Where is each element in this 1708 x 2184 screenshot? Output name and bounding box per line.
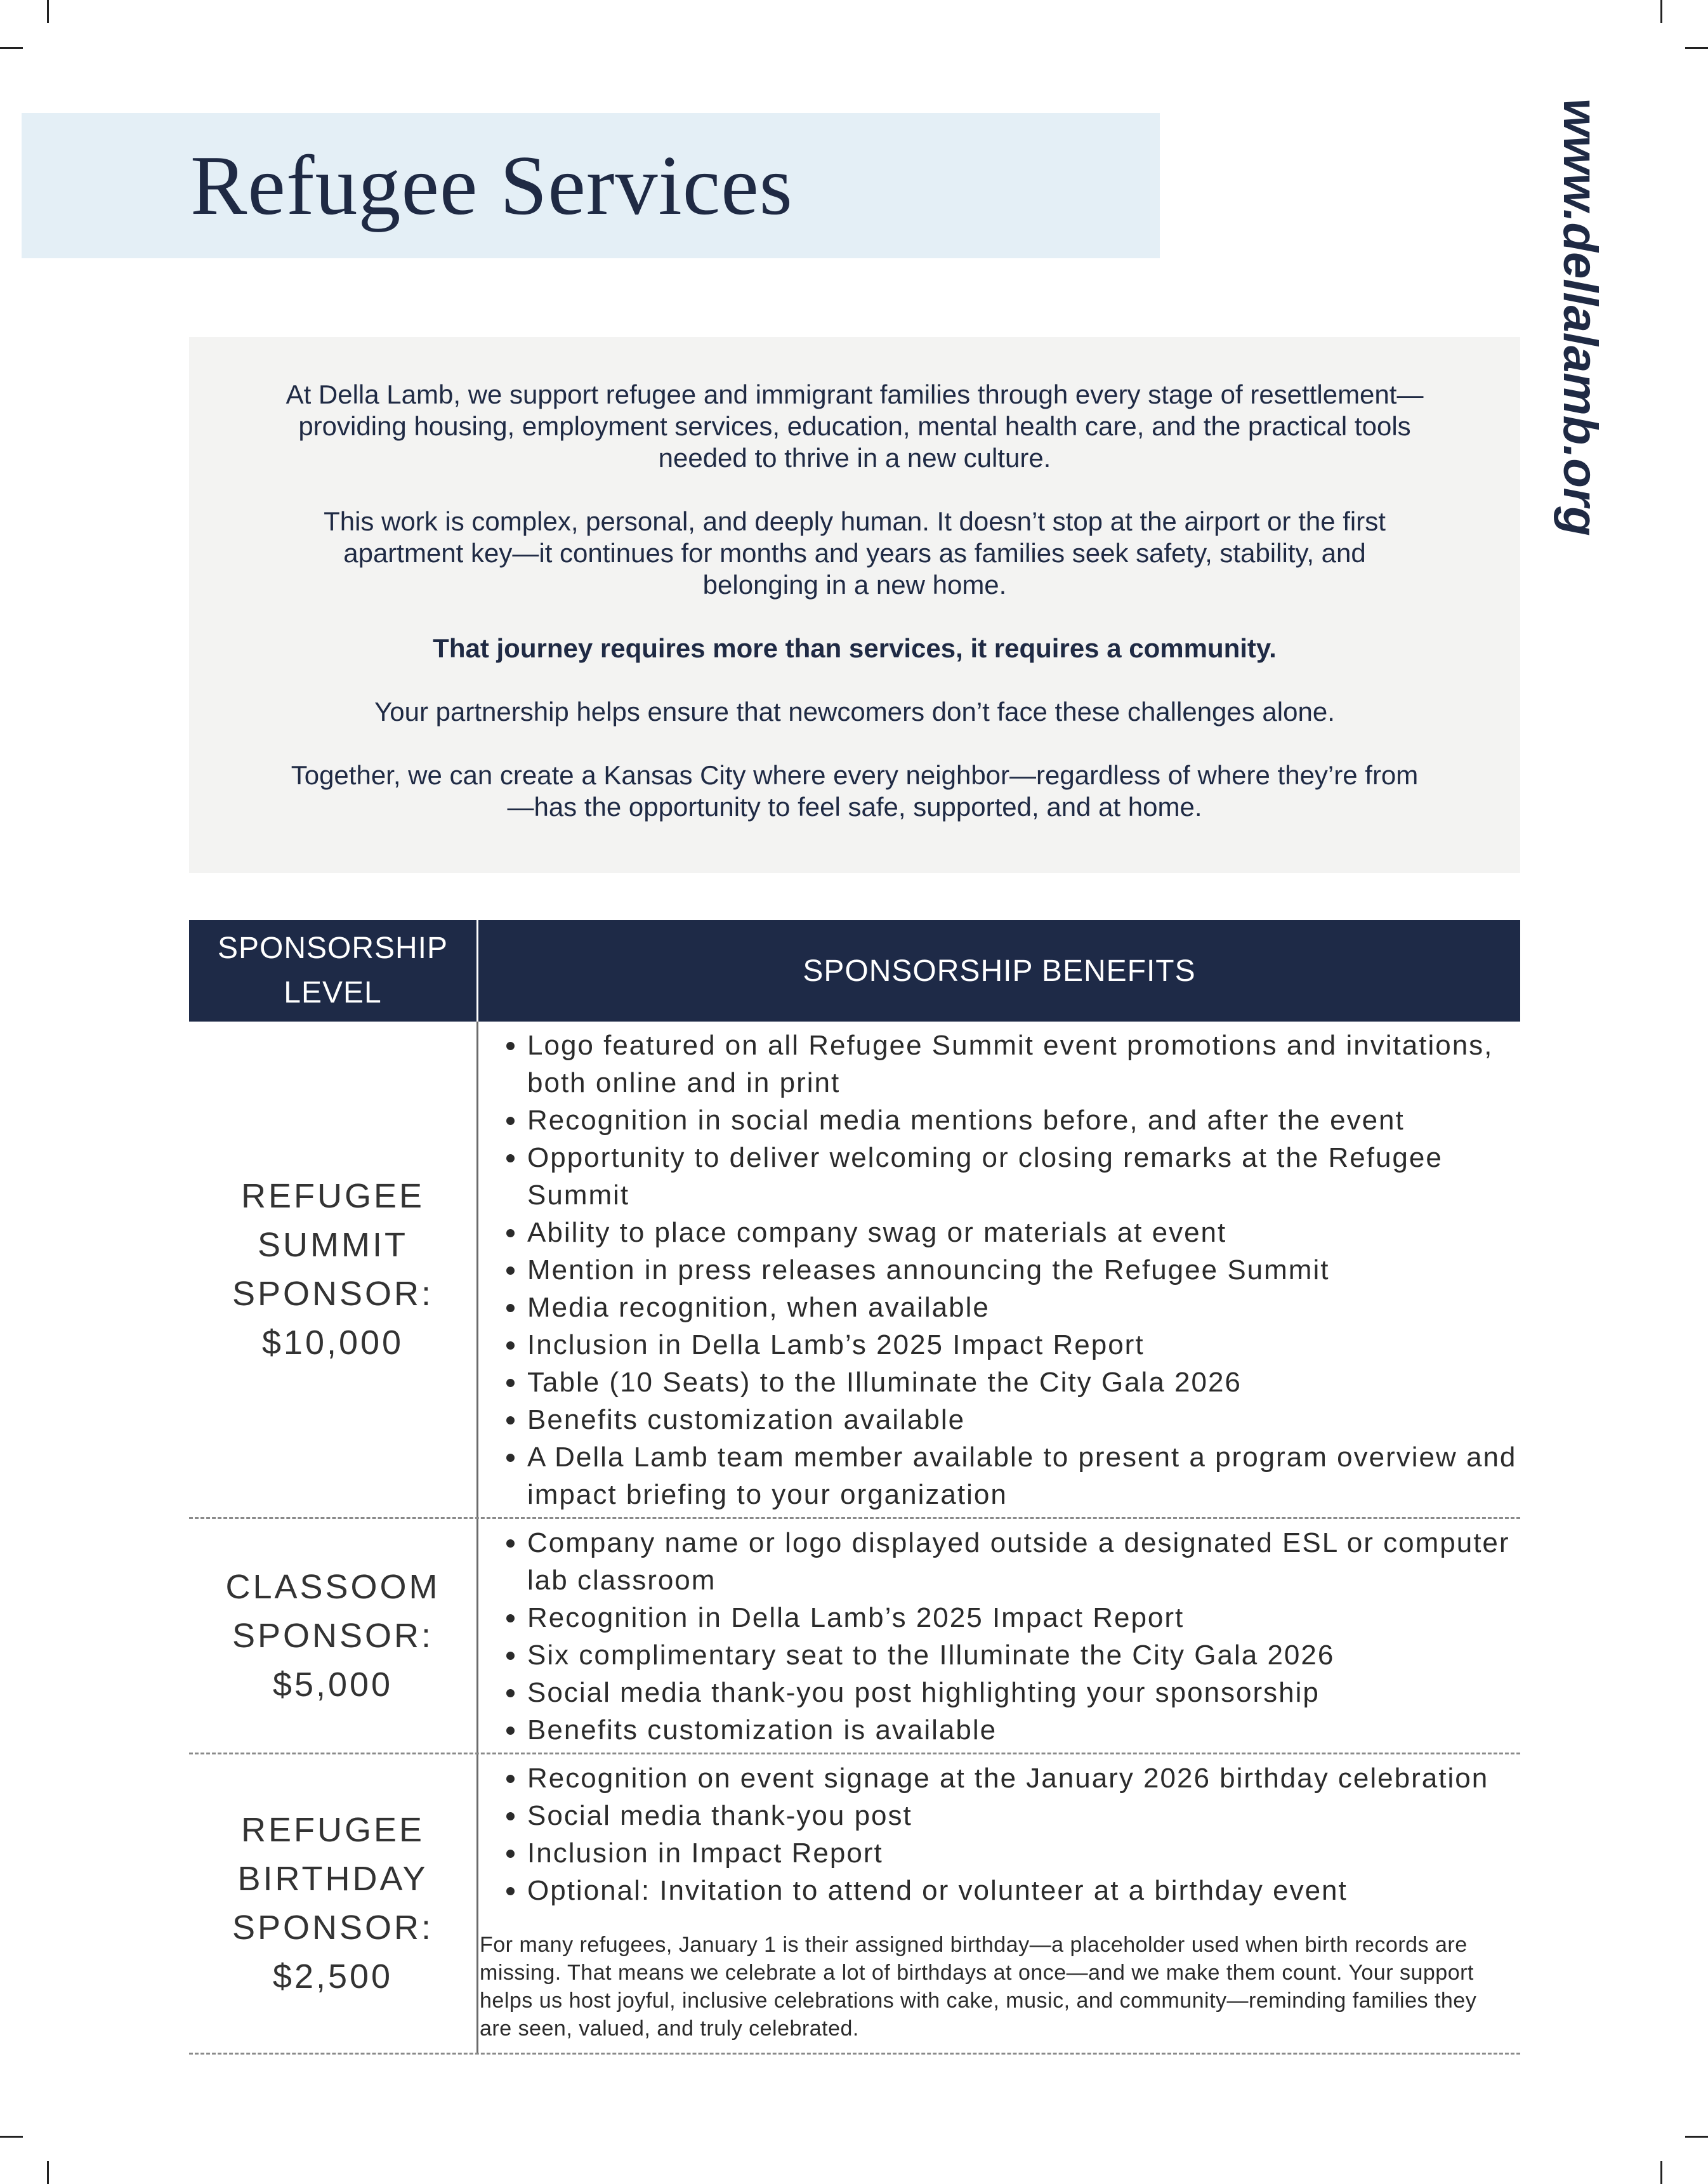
website-url: www.dellalamb.org xyxy=(1553,98,1607,536)
birthday-note: For many refugees, January 1 is their assigned birthday—a placeholder used when birth records are missing. That means we celebrate a lot of birthdays at once—and we make them count. Your support helps us host joyful, inclusive celebrations with cake, music, and community—reminding families they are seen, valued, and truly celebrated. xyxy=(480,1933,1477,2041)
crop-mark-bottom-left xyxy=(47,2161,49,2184)
level-line: SPONSOR: xyxy=(232,1909,434,1947)
level-cell xyxy=(189,1022,478,1517)
level-cell xyxy=(189,1754,478,2053)
benefits-cell xyxy=(478,1022,1520,1517)
benefit-item: • Benefits customization is available xyxy=(527,1711,1520,1749)
crop-mark-top-left xyxy=(47,0,49,23)
intro-paragraph: This work is complex, personal, and deeply human. It doesn’t stop at the airport or the first apartment key—it continues for months and years as families seek safety, stability, and belonging in a new home. xyxy=(324,506,1386,600)
level-line: SPONSOR: xyxy=(232,1274,434,1313)
header-level-line: SPONSORSHIP xyxy=(217,931,449,965)
crop-mark-right-bottom xyxy=(1685,2136,1708,2138)
benefits-cell xyxy=(478,1519,1520,1753)
benefit-item: • Company name or logo displayed outside a designated ESL or computer lab classroom xyxy=(527,1524,1520,1599)
crop-mark-right-top xyxy=(1685,47,1708,49)
benefit-item: • Optional: Invitation to attend or volunteer at a birthday event xyxy=(527,1872,1520,1909)
intro-paragraph: At Della Lamb, we support refugee and immigrant families through every stage of resettlement—providing housing, employment services, education, mental health care, and the practical tools needed to thrive in a new culture. xyxy=(286,379,1424,473)
benefit-item: • Social media thank-you post highlighting your sponsorship xyxy=(527,1674,1520,1711)
benefit-item: • Social media thank-you post xyxy=(527,1797,1520,1834)
header-level xyxy=(189,920,478,1022)
header-benefits: SPONSORSHIP BENEFITS xyxy=(803,954,1196,988)
benefit-item: • Recognition in social media mentions before, and after the event xyxy=(527,1102,1520,1139)
level-price: $5,000 xyxy=(272,1665,393,1704)
benefit-item: • A Della Lamb team member available to present a program overview and impact briefing to your organization xyxy=(527,1438,1520,1513)
benefit-item: • Inclusion in Della Lamb’s 2025 Impact Report xyxy=(527,1326,1520,1364)
benefits-cell xyxy=(478,1754,1520,2053)
level-line: BIRTHDAY xyxy=(237,1860,428,1898)
intro-emphasis: That journey requires more than services, it requires a community. xyxy=(433,633,1277,663)
benefit-item: • Logo featured on all Refugee Summit event promotions and invitations, both online and in print xyxy=(527,1027,1520,1102)
benefit-item: • Inclusion in Impact Report xyxy=(527,1834,1520,1872)
table-row-summit xyxy=(189,1022,1520,1519)
benefit-item: • Media recognition, when available xyxy=(527,1289,1520,1326)
crop-mark-bottom-right xyxy=(1660,2161,1662,2184)
level-line: REFUGEE xyxy=(240,1176,425,1215)
benefit-item: • Mention in press releases announcing the Refugee Summit xyxy=(527,1251,1520,1289)
benefit-item: • Recognition on event signage at the January 2026 birthday celebration xyxy=(527,1760,1520,1797)
level-line: CLASSOOM xyxy=(225,1567,440,1606)
benefit-item: • Ability to place company swag or materials at event xyxy=(527,1214,1520,1251)
page-title: Refugee Services xyxy=(190,138,793,232)
table-header xyxy=(189,920,1520,1022)
level-line: SUMMIT xyxy=(258,1225,408,1264)
benefit-item: • Recognition in Della Lamb’s 2025 Impact Report xyxy=(527,1599,1520,1636)
benefit-item: • Opportunity to deliver welcoming or closing remarks at the Refugee Summit xyxy=(527,1139,1520,1214)
intro-box xyxy=(189,337,1520,873)
level-line: REFUGEE xyxy=(240,1811,425,1849)
crop-mark-left-bottom xyxy=(0,2136,23,2138)
crop-mark-top-right xyxy=(1660,0,1662,23)
table-row-birthday xyxy=(189,1754,1520,2055)
intro-paragraph: Your partnership helps ensure that newcomers don’t face these challenges alone. xyxy=(374,697,1335,727)
table-row-classroom xyxy=(189,1519,1520,1754)
benefit-item: • Six complimentary seat to the Illuminate the City Gala 2026 xyxy=(527,1636,1520,1674)
intro-paragraph: Together, we can create a Kansas City where every neighbor—regardless of where they’re from—has the opportunity to feel safe, supported, and at home. xyxy=(291,760,1419,822)
benefit-item: • Benefits customization available xyxy=(527,1401,1520,1438)
level-price: $2,500 xyxy=(272,1957,393,1996)
level-price: $10,000 xyxy=(261,1323,404,1362)
benefits-list xyxy=(478,1524,1520,1749)
benefits-list xyxy=(478,1027,1520,1513)
benefits-list xyxy=(478,1760,1520,1909)
level-cell xyxy=(189,1519,478,1753)
benefit-item: • Table (10 Seats) to the Illuminate the City Gala 2026 xyxy=(527,1364,1520,1401)
crop-mark-left-top xyxy=(0,47,23,49)
header-level-line: LEVEL xyxy=(284,976,382,1010)
sponsorship-table xyxy=(189,920,1520,2055)
level-line: SPONSOR: xyxy=(232,1616,434,1655)
